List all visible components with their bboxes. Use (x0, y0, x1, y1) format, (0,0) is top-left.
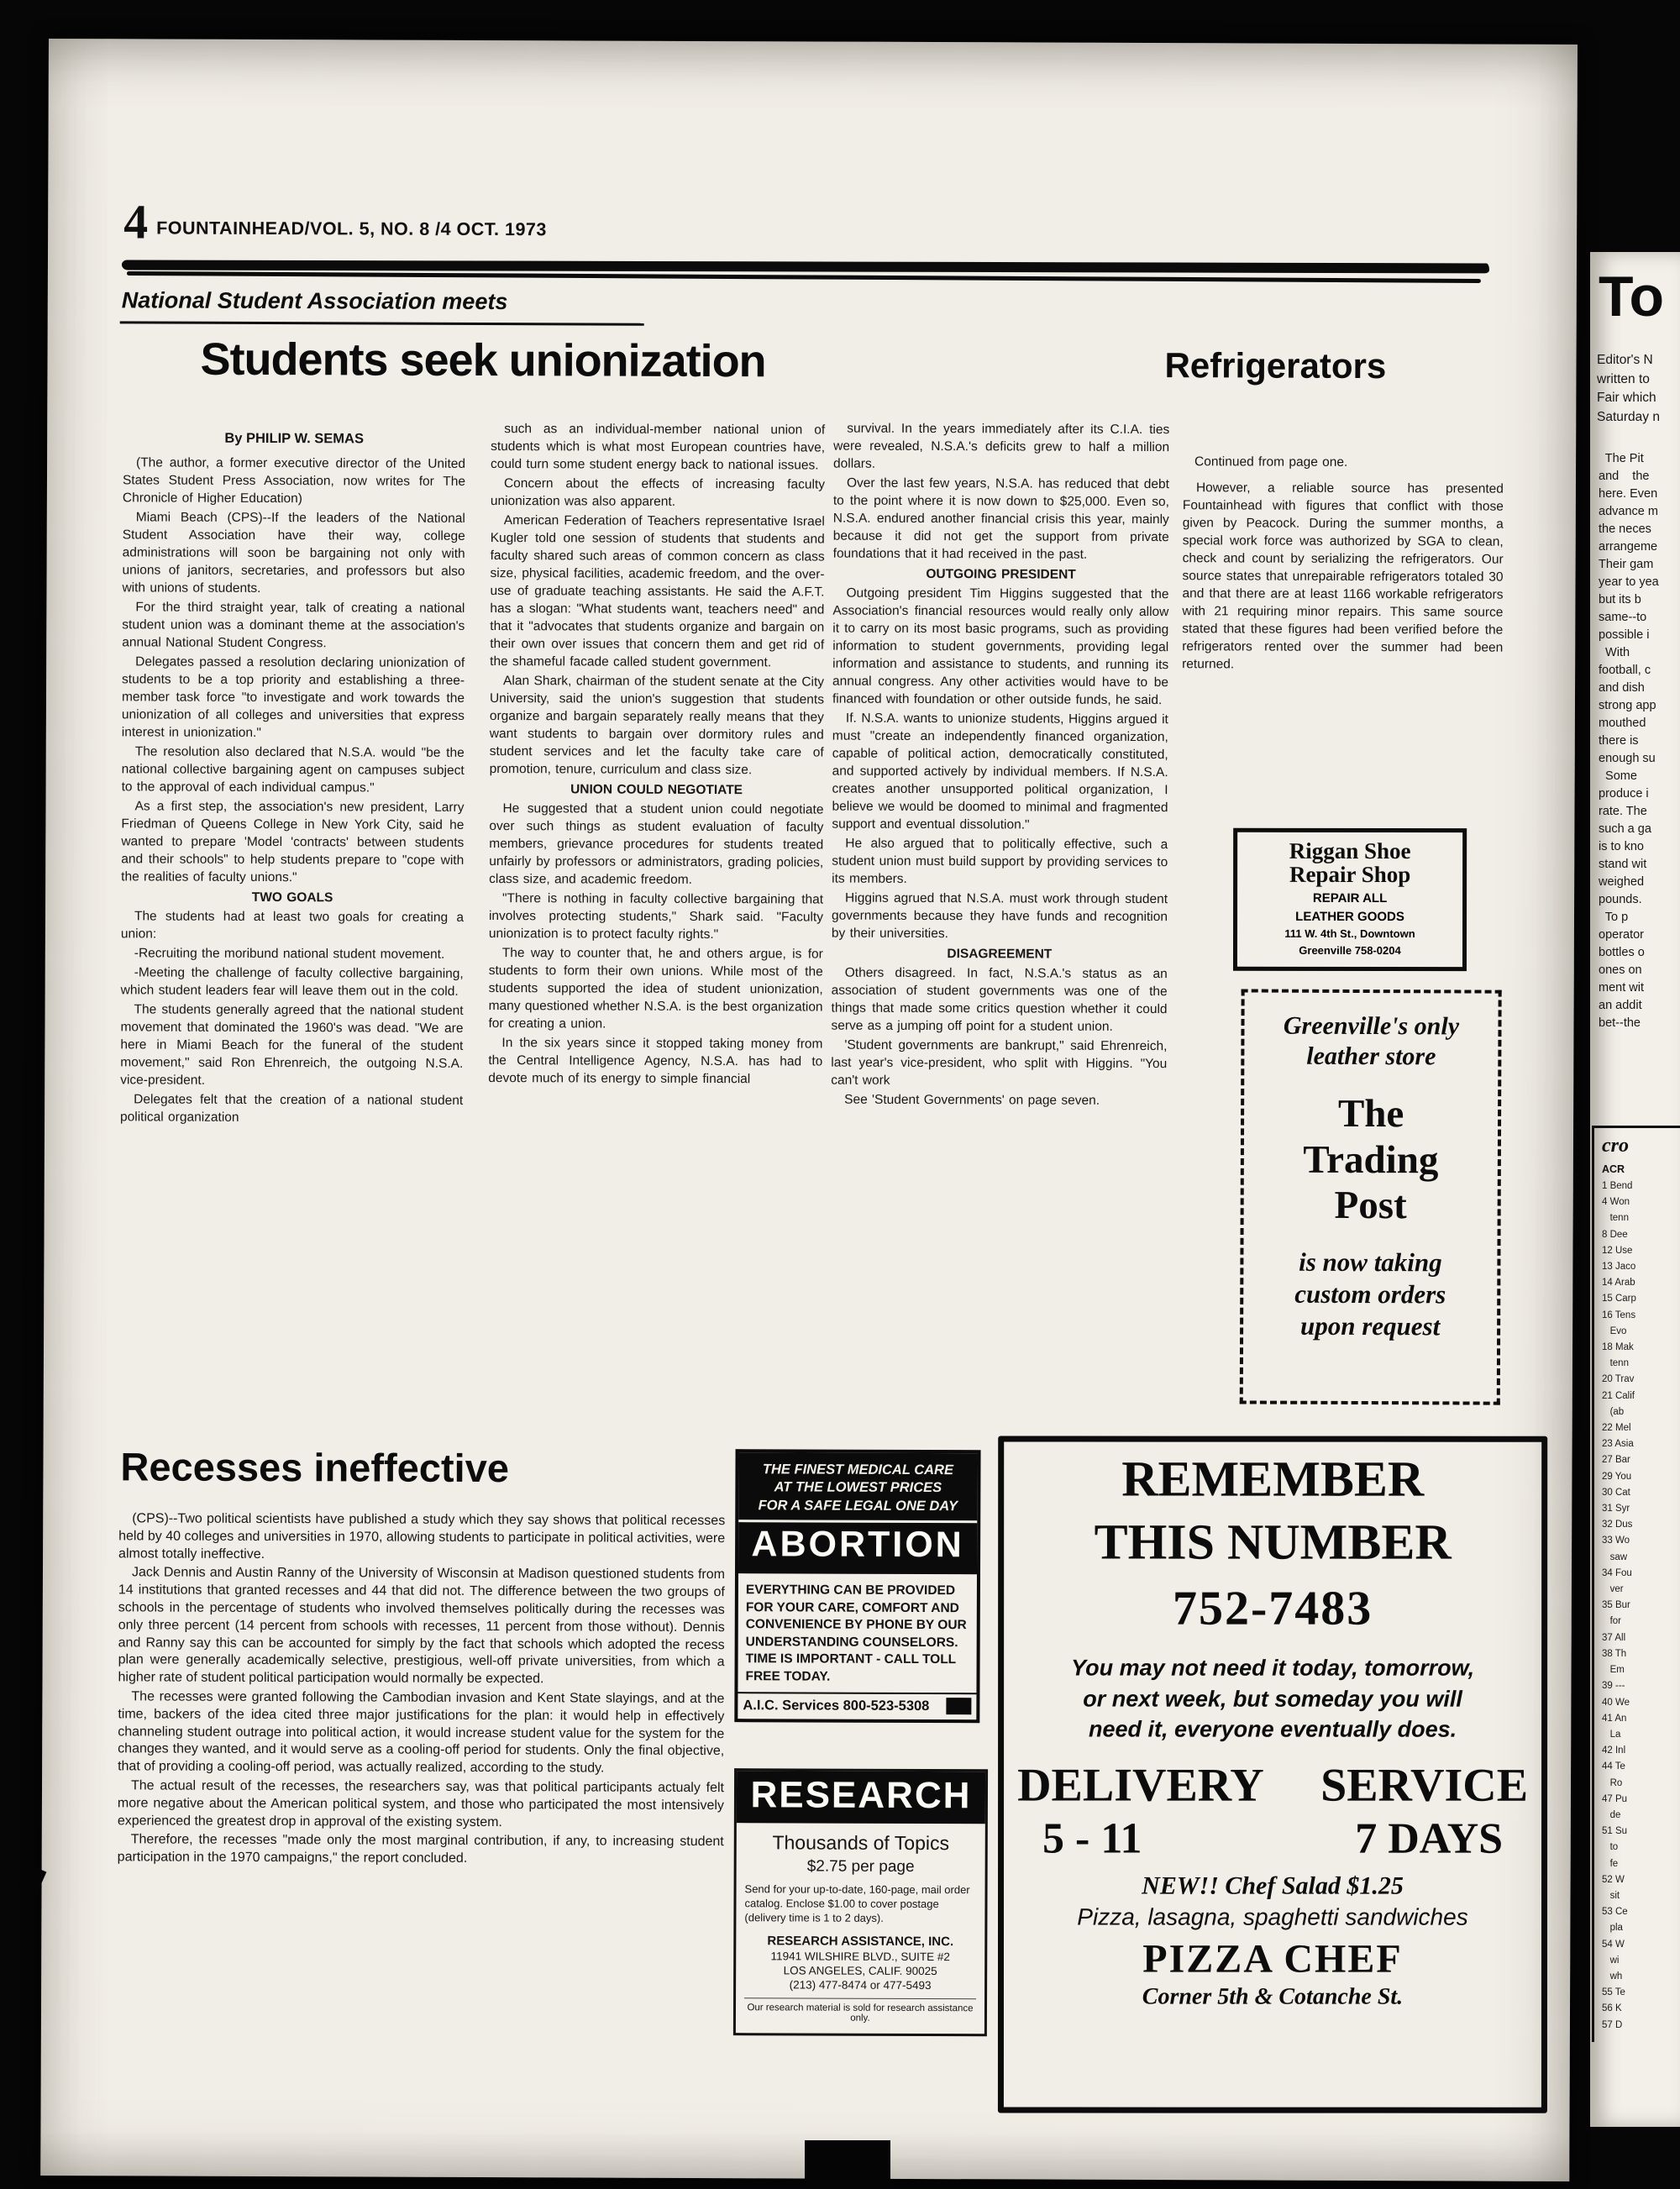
kicker: National Student Association meets (121, 287, 508, 315)
pizza-chef-ad (998, 1436, 1547, 2113)
pizza-phone-number: 752-7483 (1172, 1580, 1373, 1636)
pizza-hours-right: 7 DAYS (1355, 1814, 1504, 1863)
refrigerators-headline: Refrigerators (1164, 345, 1387, 386)
ink-mark-bottom (805, 2140, 890, 2189)
crossword-panel (1592, 1126, 1680, 2042)
riggan-title-line1: Riggan Shoe (1289, 837, 1411, 864)
research-line2: $2.75 per page (806, 1857, 915, 1876)
abortion-slogan-line1: THE FINEST MEDICAL CARE (762, 1462, 954, 1478)
abortion-slogan (738, 1452, 977, 1520)
abortion-word: ABORTION (738, 1520, 977, 1574)
riggan-shoe-ad (1233, 828, 1467, 971)
abortion-body: EVERYTHING CAN BE PROVIDED FOR YOUR CARE, COMFORT AND CONVENIENCE BY PHONE BY OUR UNDERSTANDING COUNSELORS. TIME IS IMPORTANT - CALL TOLL FREE TODAY. (745, 1583, 967, 1684)
research-banner: RESEARCH (737, 1771, 985, 1824)
issue-line: FOUNTAINHEAD/VOL. 5, NO. 8 /4 OCT. 1973 (156, 218, 547, 240)
article-column-3: survival. In the years immediately after its C.I.A. ties were revealed, N.S.A.'s deficits grew to half a million dollars. Over the last few years, N.S.A. has reduced that debt to the point where it is now down to $25,000. Even so, N.S.A. endured another financial crisis this year, mainly because it did not get the support from private foundations that it had received in the past. OUTGOING PRESIDENT Outgoing president Tim Higgins suggested that the Association's financial resources would really only allow it to carry on its most basic programs, such as providing information to student governments, providing legal information and assistance to students, and running its annual congress. Any other activities would have to be financed with foundation or other outside funds, he said. If. N.S.A. wants to unionize students, Higgins argued it must "create an independently financed organization, capable of political action, democratically constituted, and supported actively by individual members. If N.S.A. creates another unsupported political organization, I believe we would be doomed to minimal and fragmented support and eventual dissolution." He also argued that to politically effective, such a student union must build support by providing services to its members. Higgins agrued that N.S.A. must work through student governments because they have funds and recognition by their universities. DISAGREEMENT Others disagreed. In fact, N.S.A.'s status as an association of student governments was one of the things that made some critics question whether it could serve as a jumping off point for a student union. 'Student governments are bankrupt," said Ehrenreich, last year's vice-president, who split with Higgins. "You can't work See 'Student Governments' on page seven. (831, 421, 1170, 1108)
trading-tag-line1: Greenville's only (1283, 1011, 1460, 1041)
pizza-name: PIZZA CHEF (1142, 1936, 1403, 1982)
research-line1: Thousands of Topics (772, 1831, 950, 1855)
riggan-mid-line2: LEATHER GOODS (1295, 909, 1404, 924)
pizza-delivery-service (1004, 1758, 1541, 1812)
main-headline: Students seek unionization (200, 333, 766, 387)
research-disclaimer: Our research material is sold for research assistance only. (744, 1997, 976, 2024)
kicker-underline (120, 321, 644, 325)
pizza-address: Corner 5th & Cotanche St. (1142, 1983, 1404, 2010)
byline: By PHILIP W. SEMAS (224, 430, 365, 447)
riggan-mid-line1: REPAIR ALL (1312, 890, 1388, 906)
pizza-tagline: You may not need it today, tomorrow, or next week, but someday you will need it, everyone eventually does. (1071, 1655, 1475, 1742)
research-offer-text: Send for your up-to-date, 160-page, mail order catalog. Enclose $1.00 to cover postage (delivery time is 1 to 2 days). (744, 1882, 970, 1924)
pizza-menu: Pizza, lasagna, spaghetti sandwiches (1077, 1903, 1468, 1930)
riggan-address: 111 W. 4th St., Downtown (1284, 927, 1415, 941)
crossword-across-label: ACR (1602, 1163, 1625, 1175)
pizza-hours-left: 5 - 11 (1042, 1814, 1142, 1863)
research-ad (733, 1768, 988, 2036)
trading-note-line1: is now taking (1299, 1247, 1442, 1278)
pizza-remember-line1: REMEMBER (1121, 1451, 1425, 1507)
trading-post-ad (1240, 989, 1502, 1404)
trading-tag-line2: leather store (1306, 1042, 1436, 1071)
riggan-title-line2: Repair Shop (1289, 862, 1411, 888)
recesses-headline: Recesses ineffective (120, 1444, 510, 1491)
crossword-title-fragment: cro (1602, 1135, 1629, 1157)
trading-name-line1: The (1337, 1091, 1404, 1136)
masthead-rule-thick (122, 260, 1489, 273)
ink-mark-left-upper (22, 1268, 38, 1288)
article-column-1: (The author, a former executive director of the United States Student Press Association, now writes for The Chronicle of Higher Education) Miami Beach (CPS)--If the leaders of the National Student Association have their way, college administrations will soon be bargaining not only with unions of janitors, secretaries, and professors but also with unions of students. For the third straight year, talk of creating a national student union was a dominant theme at the association's annual National Student Congress. Delegates passed a resolution declaring unionization of students to be a top priority and establishing a three-member task force "to investigate and work towards the unionization of all colleges and universities that express interest in unionization." The resolution also declared that N.S.A. would "be the national collective bargaining agent on campuses subject to the approval of each individual campus." As a first step, the association's new president, Larry Friedman of Queens College in New York City, said he wanted to prepare 'Model 'contracts' between students and their schools" to help students prepare to "cope with the realities of faculty unions." TWO GOALS The students had at least two goals for creating a union: -Recruiting the moribund national student movement. -Meeting the challenge of faculty collective bargaining, which student leaders fear will leave them out in the cold. The students generally agreed that the national student movement that dominated the 1960's was dead. "We are here in Miami Beach for the funeral of the student movement," said Ron Ehrenreich, the outgoing N.S.A. vice-president. Delegates felt that the creation of a national student political organization (120, 455, 466, 1125)
pizza-service-word1: DELIVERY (1017, 1759, 1264, 1812)
abortion-footer (738, 1692, 976, 1719)
masthead (123, 194, 547, 249)
research-body (736, 1823, 985, 2034)
abortion-ad (734, 1449, 980, 1723)
pizza-service-word2: SERVICE (1320, 1759, 1529, 1812)
pizza-hours (1004, 1814, 1541, 1863)
trading-note-line3: upon request (1299, 1310, 1441, 1341)
trading-note-line2: custom orders (1294, 1278, 1446, 1310)
riggan-phone: Greenville 758-0204 (1299, 944, 1401, 958)
newspaper-page (40, 39, 1578, 2181)
adjacent-article-fragments: The Pit and the here. Even advance m the neces arrangeme Their gam year to yea but its b same--to possible i With football, c and dish strong app mouthed there is enough su Some produce i rate. The such a ga is to kno stand wit weighed pounds. To p operator bottles o ones on ment wit an addit bet--the (1599, 452, 1659, 1030)
article-column-2: such as an individual-member national union of students which is what most European countries have, could turn some student energy back to national issues. Concern about the effects of increasing faculty unionization was also apparent. American Federation of Teachers representative Israel Kugler told one session of students that students and faculty shared such areas of common concern as class size, physical facilities, academic freedom, and the over-use of graduate teaching assistants. He said the A.F.T. has a slogan: "What students want, teachers need" and that it "advocates that students organize and bargain on their own over issues that concern them and get rid of the shameful facade called student government. Alan Shark, chairman of the student senate at the City University, said the union's suggestion that students organize and bargain separately really means that they want students to bargain over dormitory rules and student services and let the faculty take care of promotion, tenure, curriculum and class size. UNION COULD NEGOTIATE He suggested that a student union could negotiate over such things as student evaluation of faculty members, grievance procedures for students treated unfairly by professors or administrators, grading policies, class size, and academic freedom. "There is nothing in faculty collective bargaining that involves protecting students," Shark said. "Faculty unionization is to protect faculty rights." The way to counter that, he and others argue, is for students to form their own unions. While most of the students supported the idea of student unionization, many questioned whether N.S.A. is the best organization for creating a union. In the six years since it stopped taking money from the Central Intelligence Agency, N.S.A. has had to devote much of its energy to simple financial (488, 422, 826, 1087)
abortion-footer-text: A.I.C. Services 800-523-5308 (743, 1697, 930, 1714)
abortion-slogan-line2: AT THE LOWEST PRICES (774, 1479, 942, 1496)
crossword-clues: 1 Bend 4 Won tenn 8 Dee 12 Use 13 Jaco 14 Arab 15 Carp 16 Tens Evo 18 Mak tenn 20 Trav 21 Calif (ab 22 Mel 23 Asia 27 Bar 29 You 30 Cat 31 Syr 32 Dus 33 Wo saw 34 Fou ver 35 Bur for 37 All 38 Th Em 39 --- 40 We 41 An La 42 Inl 44 Te Ro 47 Pu de 51 Su to fe 52 W sit 53 Ce pla 54 W wi wh 55 Te 56 K 57 D (1602, 1181, 1636, 2030)
continued-note: Continued from page one. (1194, 454, 1348, 470)
page-number: 4 (123, 194, 149, 249)
research-phone: (213) 477-8474 or 477-5493 (789, 1978, 932, 1992)
masthead-rule-thin (127, 271, 1481, 283)
pizza-remember-line2: THIS NUMBER (1094, 1514, 1452, 1570)
refrigerators-body: However, a reliable source has presented Fountainhead with figures that conflict with those given by Peacock. During the summer months, a special work force was authorized by SGA to clean, check and count by serializing the refrigerators. Our source states that unrepairable refrigerators totaled 30 and that there are at least 1166 workable refrigerators with 21 requiring minor repairs. This same source stated that these figures had been verified before the refrigerators rented over the summer had been returned. (1182, 480, 1504, 672)
research-address2: LOS ANGELES, CALIF. 90025 (783, 1964, 937, 1977)
research-company: RESEARCH ASSISTANCE, INC. (767, 1933, 954, 1949)
ink-smudge (946, 1698, 971, 1714)
pizza-special: NEW!! Chef Salad $1.25 (1142, 1871, 1404, 1900)
abortion-slogan-line3: FOR A SAFE LEGAL ONE DAY (758, 1498, 958, 1514)
research-address1: 11941 WILSHIRE BLVD., SUITE #2 (770, 1949, 950, 1963)
adjacent-headline-fragment: To (1599, 265, 1665, 328)
recesses-body: (CPS)--Two political scientists have published a study which they say shows that political recesses held by 40 colleges and universities in 1970, allowing students to participate in political activities, were almost totally ineffective. Jack Dennis and Austin Ranny of the University of Wisconsin at Madison questioned students from 14 institutions that granted recesses and 44 that did not. The difference between the two groups of schools in the percentage of students who involved themselves politically during the recesses was only three percent (14 percent from schools with recesses, 11 percent from those without). Dennis and Ranny say this can be accounted for simply by the fact that schools which adopted the recess plan were generally academically selective, prestigious, well-off private universities, from which a higher rate of student political participation would normally be expected. The recesses were granted following the Cambodian invasion and Kent State slayings, and at the time, backers of the idea cited three major justifications for the plan: it would help in effectively channeling student outrage into political action, it would increase student value for the system for the changes they wanted, and it would serve as a cooling-off period for students. Only the final objective, that of providing a cooling-off period, was actually realized, according to the study. The actual result of the recesses, the researchers say, was that political participants actualy felt more negative about the American political system, and those who participated the most intensively experienced the greatest drop in approval of the existing system. Therefore, the recesses "made only the most marginal contribution, if any, to increasing student participation in the 1970 campaigns," the report concluded. (117, 1511, 726, 1866)
adjacent-page-sliver (1590, 252, 1680, 2127)
trading-name-line2: Trading (1303, 1137, 1439, 1182)
trading-name-line3: Post (1334, 1184, 1407, 1228)
refrigerators-column (1182, 453, 1504, 675)
adjacent-editor-note: Editor's N written to Fair which Saturday n (1597, 353, 1660, 424)
